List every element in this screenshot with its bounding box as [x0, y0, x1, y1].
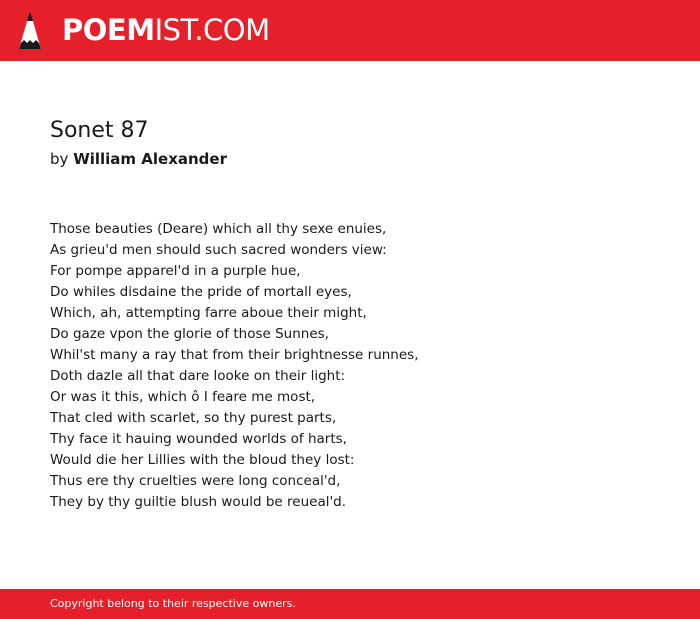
poem-line: Thus ere thy cruelties were long conceal'd,	[50, 473, 341, 489]
site-header	[0, 0, 700, 61]
by-label: by	[50, 150, 69, 168]
poem-line: That cled with scarlet, so thy purest parts,	[50, 410, 337, 426]
poem-line: Or was it this, which ô I feare me most,	[50, 389, 316, 405]
site-footer	[0, 589, 700, 619]
poem-body	[50, 219, 419, 513]
logo-bold-text: POEM	[62, 13, 155, 47]
poem-line: For pompe apparel'd in a purple hue,	[50, 263, 301, 279]
pencil-tip-icon	[18, 10, 42, 51]
poem-line: Do whiles disdaine the pride of mortall eyes,	[50, 284, 352, 300]
poem-line: Which, ah, attempting farre aboue their might,	[50, 305, 367, 321]
poem-line: They by thy guiltie blush would be reueal'd.	[50, 494, 347, 510]
copyright-text: Copyright belong to their respective owners.	[50, 597, 296, 610]
site-logo[interactable]	[62, 12, 270, 48]
byline	[50, 149, 227, 169]
poem-line: Those beauties (Deare) which all thy sexe enuies,	[50, 221, 387, 237]
author-name: William Alexander	[73, 150, 227, 168]
poem-line: Doth dazle all that dare looke on their light:	[50, 368, 346, 384]
poem-line: As grieu'd men should such sacred wonders view:	[50, 242, 387, 258]
poem-line: Thy face it hauing wounded worlds of harts,	[50, 431, 347, 447]
poem-title: Sonet 87	[50, 118, 149, 143]
logo-light-text: IST.COM	[154, 13, 270, 47]
poem-line: Whil'st many a ray that from their brightnesse runnes,	[50, 347, 419, 363]
poem-line: Would die her Lillies with the bloud they lost:	[50, 452, 355, 468]
poem-line: Do gaze vpon the glorie of those Sunnes,	[50, 326, 329, 342]
